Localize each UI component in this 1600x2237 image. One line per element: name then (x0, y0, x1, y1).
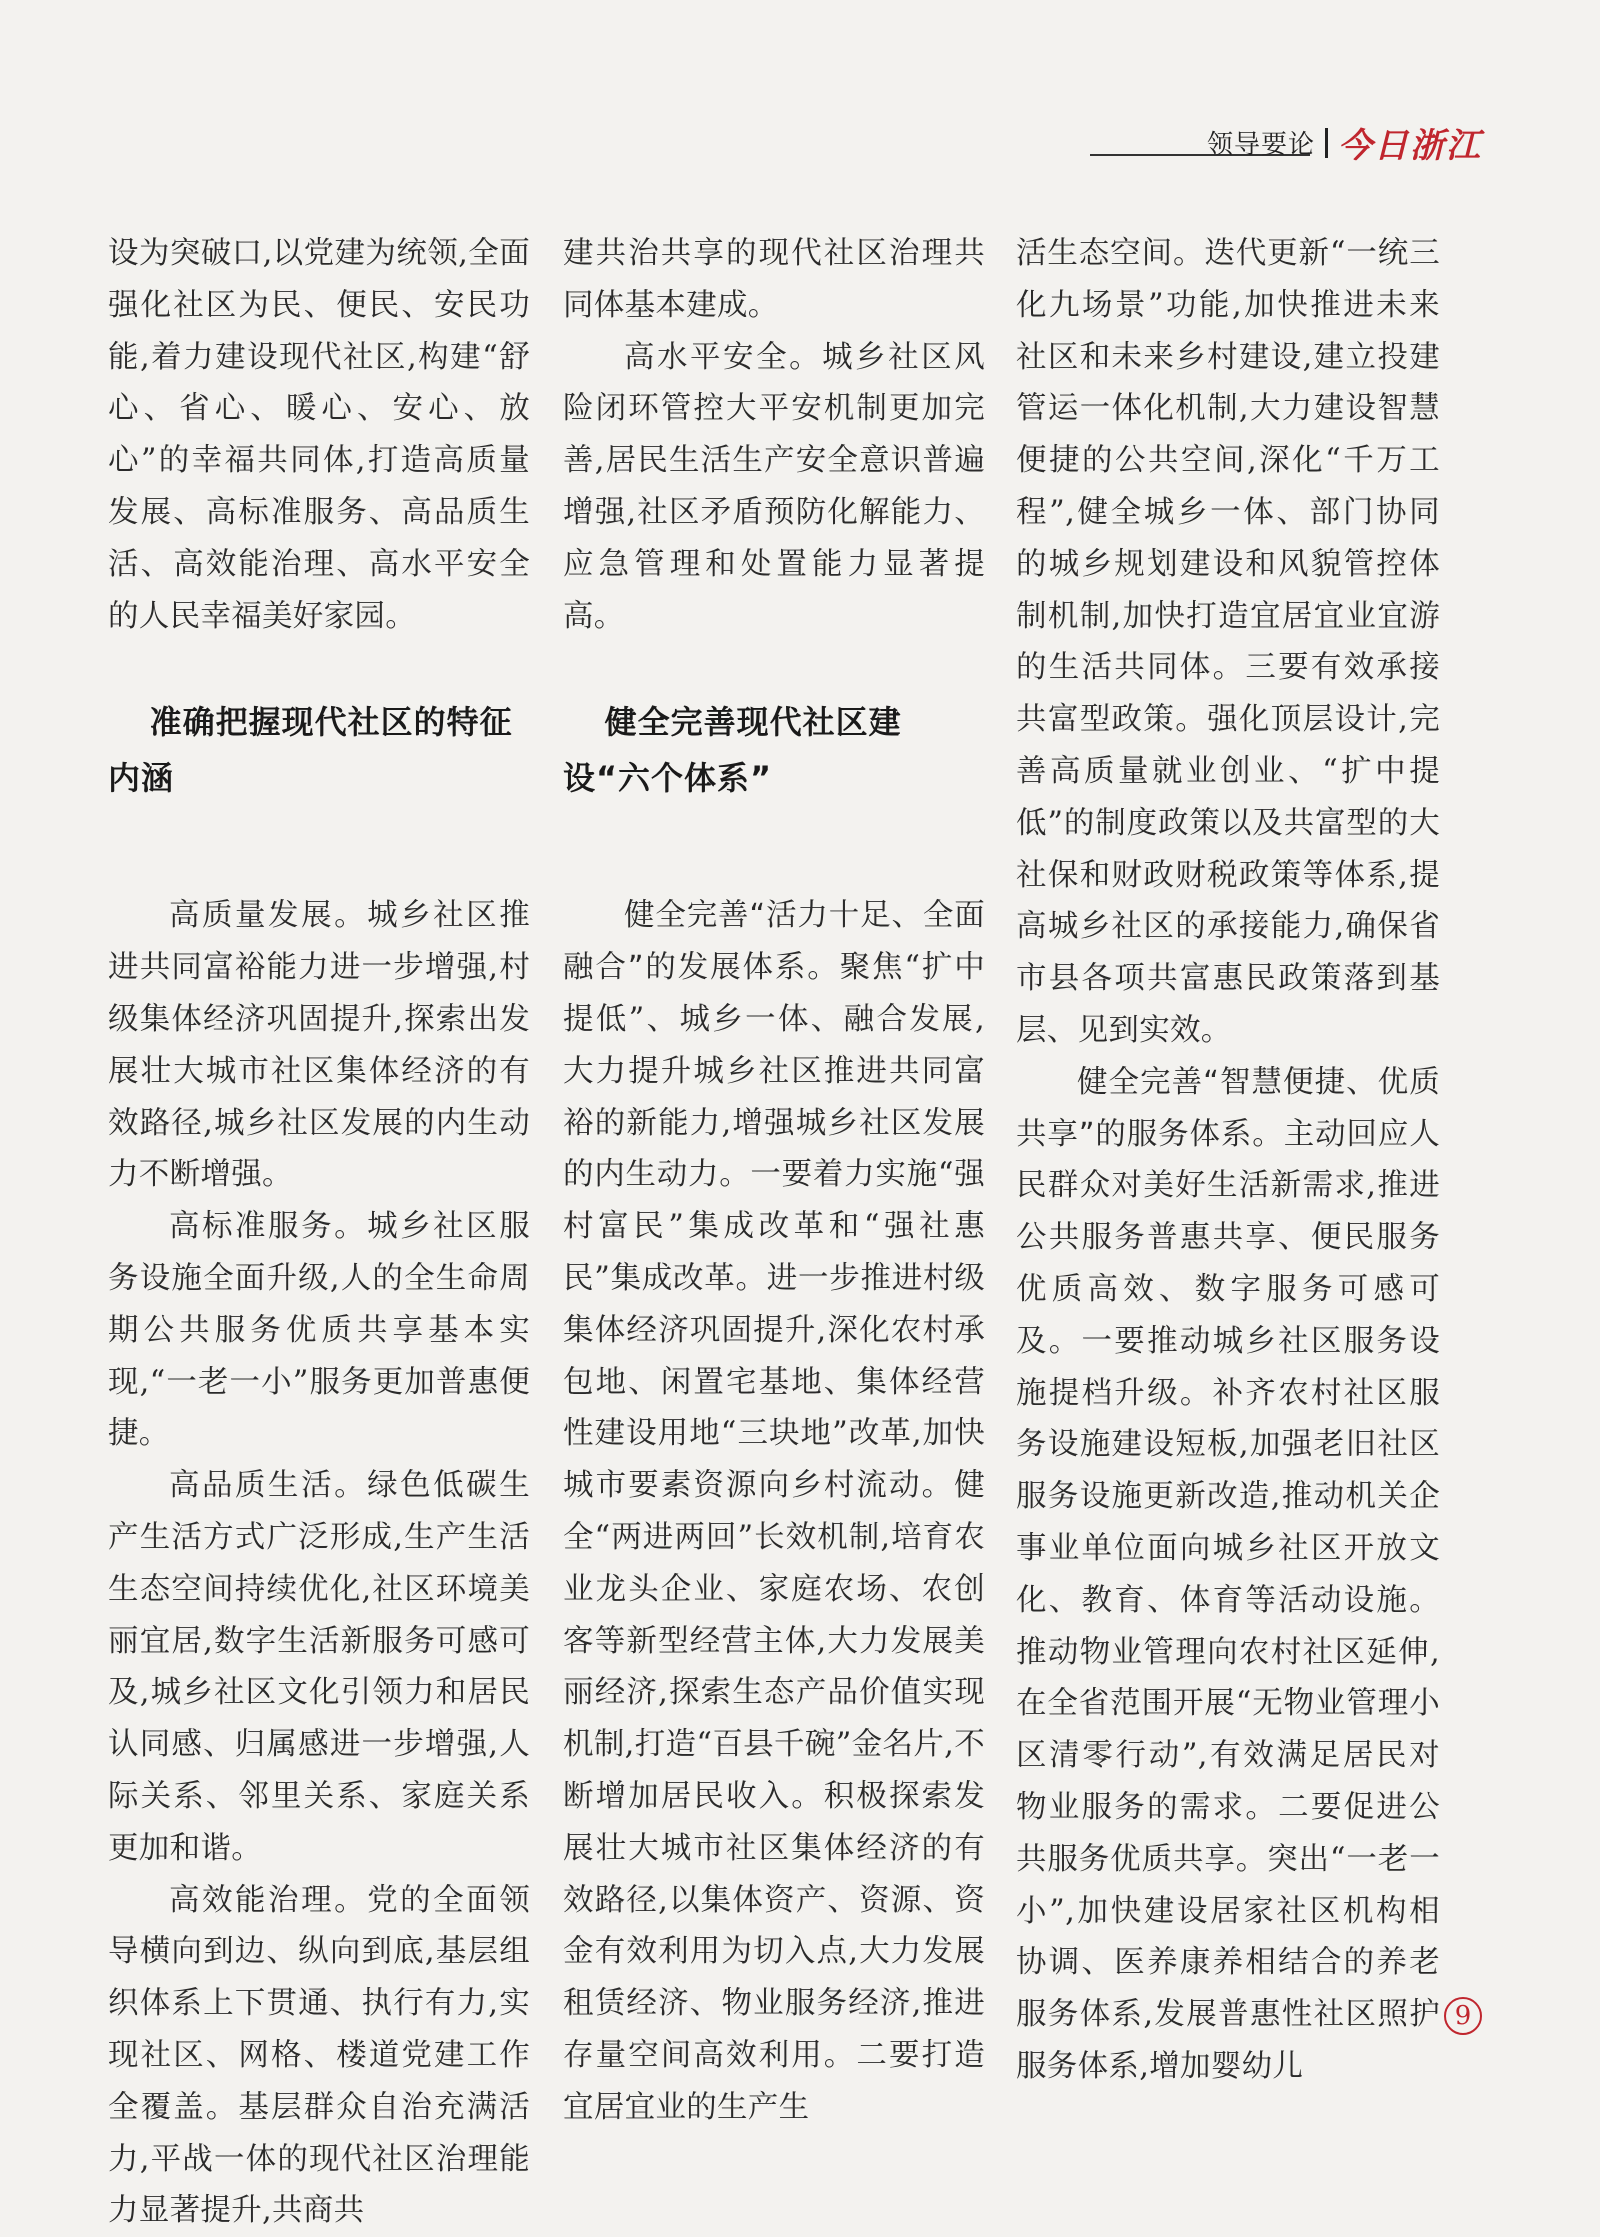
paragraph: 设为突破口,以党建为统领,全面强化社区为民、便民、安民功能,着力建设现代社区,构建“舒心、省心、暖心、安心、放心”的幸福共同体,打造高质量发展、高标准服务、高品质生活、高效能治理、高水平安全的人民幸福美好家园。 (108, 236, 530, 634)
paragraph (108, 1875, 530, 2237)
section-heading: 准确把握现代社区的特征内涵 (108, 703, 513, 798)
paragraph-lead: 健全完善“智慧便捷、优质共享”的服务体系。 (1016, 1064, 1440, 1152)
paragraph (563, 332, 985, 643)
text-column-1 (108, 228, 530, 2237)
text-column-3 (1016, 228, 1440, 2093)
paragraph-body: 主动回应人民群众对美好生活新需求,推进公共服务普惠共享、便民服务优质高效、数字服务可感可及。一要推动城乡社区服务设施提档升级。补齐农村社区服务设施建设短板,加强老旧社区服务设施更新改造,推动机关企事业单位面向城乡社区开放文化、教育、体育等活动设施。推动物业管理向农村社区延伸,在全省范围开展“无物业管理小区清零行动”,有效满足居民对物业服务的需求。二要促进公共服务优质共享。突出“一老一小”,加快建设居家社区机构相协调、医养康养相结合的养老服务体系,发展普惠性社区照护服务体系,增加婴幼儿 (1016, 1116, 1440, 2084)
paragraph (108, 1460, 530, 1874)
paragraph (108, 1201, 530, 1460)
page-header (1207, 118, 1482, 167)
paragraph-body: 党的全面领导横向到边、纵向到底,基层组织体系上下贯通、执行有力,实现社区、网格、楼道党建工作全覆盖。基层群众自治充满活力,平战一体的现代社区治理能力显著提升,共商共 (108, 1882, 530, 2229)
paragraph-lead: 健全完善“活力十足、全面融合”的发展体系。 (563, 898, 985, 986)
section-heading: 健全完善现代社区建设“六个体系” (563, 703, 902, 798)
paragraph-body: 城乡社区推进共同富裕能力进一步增强,村级集体经济巩固提升,探索出发展壮大城市社区集体经济的有效路径,城乡社区发展的内生动力不断增强。 (108, 898, 530, 1193)
text-column-2 (563, 228, 985, 2134)
paragraph-body: 城乡社区服务设施全面升级,人的全生命周期公共服务优质共享基本实现,“一老一小”服务更加普惠便捷。 (108, 1209, 530, 1452)
paragraph-lead: 高效能治理。 (169, 1882, 368, 1918)
paragraph-lead: 高质量发展。 (169, 898, 368, 934)
paragraph-body: 绿色低碳生产生活方式广泛形成,生产生活生态空间持续优化,社区环境美丽宜居,数字生活新服务可感可及,城乡社区文化引领力和居民认同感、归属感进一步增强,人际关系、邻里关系、家庭关系更加和谐。 (108, 1468, 530, 1866)
paragraph (108, 890, 530, 1201)
magazine-logo: 今日浙江 (1338, 126, 1482, 166)
paragraph-lead: 高品质生活。 (169, 1468, 368, 1504)
paragraph-body: 城乡社区风险闭环管控大平安机制更加完善,居民生活生产安全意识普遍增强,社区矛盾预防化解能力、应急管理和处置能力显著提高。 (563, 339, 985, 634)
paragraph (563, 890, 985, 2133)
paragraph-lead: 高水平安全。 (624, 339, 823, 375)
paragraph: 建共治共享的现代社区治理共同体基本建成。 (563, 236, 985, 323)
paragraph: 活生态空间。迭代更新“一统三化九场景”功能,加快推进未来社区和未来乡村建设,建立投建管运一体化机制,大力建设智慧便捷的公共空间,深化“千万工程”,健全城乡一体、部门协同的城乡规划建设和风貌管控体制机制,加快打造宜居宜业宜游的生活共同体。三要有效承接共富型政策。强化顶层设计,完善高质量就业创业、“扩中提低”的制度政策以及共富型的大社保和财政财税政策等体系,提高城乡社区的承接能力,确保省市县各项共富惠民政策落到基层、见到实效。 (1016, 236, 1440, 1048)
page-number: 9 (1444, 1997, 1482, 2035)
header-separator (1325, 128, 1328, 158)
paragraph (1016, 1057, 1440, 2093)
paragraph-body: 聚焦“扩中提低”、城乡一体、融合发展,大力提升城乡社区推进共同富裕的新能力,增强城乡社区发展的内生动力。一要着力实施“强村富民”集成改革和“强社惠民”集成改革。进一步推进村级集体经济巩固提升,深化农村承包地、闲置宅基地、集体经营性建设用地“三块地”改革,加快城市要素资源向乡村流动。健全“两进两回”长效机制,培育农业龙头企业、家庭农场、农创客等新型经营主体,大力发展美丽经济,探索生态产品价值实现机制,打造“百县千碗”金名片,不断增加居民收入。积极探索发展壮大城市社区集体经济的有效路径,以集体资产、资源、资金有效利用为切入点,大力发展租赁经济、物业服务经济,推进存量空间高效利用。二要打造宜居宜业的生产生 (563, 950, 985, 2125)
paragraph-lead: 高标准服务。 (169, 1209, 368, 1245)
column-name: 领导要论 (1206, 130, 1315, 160)
